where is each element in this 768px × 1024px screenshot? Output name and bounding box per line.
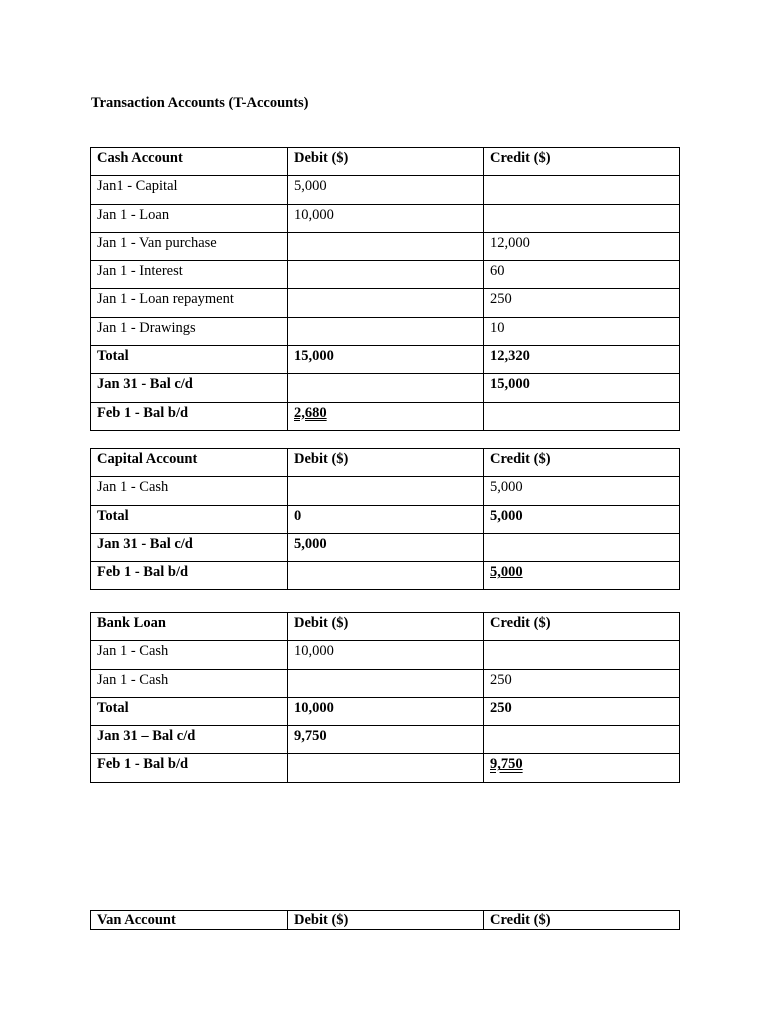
table-row (91, 317, 680, 345)
cell-credit (484, 533, 680, 561)
header-debit: Debit ($) (288, 911, 484, 930)
cell-description: Jan 1 - Cash (91, 669, 288, 697)
cell-debit: 10,000 (288, 697, 484, 725)
van-account-table (90, 910, 680, 930)
header-debit: Debit ($) (288, 449, 484, 477)
table-header-row (91, 449, 680, 477)
total-row (91, 346, 680, 374)
table-row (91, 232, 680, 260)
total-row (91, 505, 680, 533)
cash-account-table (90, 147, 680, 431)
cell-credit (484, 754, 680, 782)
cell-credit: 12,000 (484, 232, 680, 260)
cell-description: Feb 1 - Bal b/d (91, 402, 288, 430)
cell-credit: 12,320 (484, 346, 680, 374)
header-credit: Credit ($) (484, 911, 680, 930)
header-credit: Credit ($) (484, 148, 680, 176)
cell-debit: 10,000 (288, 641, 484, 669)
total-row (91, 697, 680, 725)
balance-value: 9,750 (490, 756, 523, 773)
page-title: Transaction Accounts (T-Accounts) (91, 95, 309, 111)
table-row (91, 261, 680, 289)
cell-debit (288, 317, 484, 345)
cell-description: Jan 1 - Drawings (91, 317, 288, 345)
header-debit: Debit ($) (288, 613, 484, 641)
cell-debit: 10,000 (288, 204, 484, 232)
cell-credit (484, 726, 680, 754)
cell-description: Jan 31 – Bal c/d (91, 726, 288, 754)
cell-description: Jan 31 - Bal c/d (91, 374, 288, 402)
cell-debit: 5,000 (288, 533, 484, 561)
cell-description: Total (91, 346, 288, 374)
cell-credit (484, 176, 680, 204)
header-account: Bank Loan (91, 613, 288, 641)
cell-debit: 5,000 (288, 176, 484, 204)
cell-debit (288, 477, 484, 505)
balance-bd-row (91, 562, 680, 590)
table-row (91, 204, 680, 232)
cell-description: Total (91, 505, 288, 533)
cell-credit (484, 402, 680, 430)
cell-debit (288, 669, 484, 697)
cell-credit: 250 (484, 697, 680, 725)
balance-bd-row (91, 402, 680, 430)
cell-credit (484, 562, 680, 590)
cell-description: Feb 1 - Bal b/d (91, 754, 288, 782)
cell-description: Jan1 - Capital (91, 176, 288, 204)
table-header-row (91, 148, 680, 176)
cell-debit (288, 402, 484, 430)
cell-debit (288, 261, 484, 289)
cell-debit: 15,000 (288, 346, 484, 374)
cell-description: Feb 1 - Bal b/d (91, 562, 288, 590)
header-credit: Credit ($) (484, 449, 680, 477)
table-row (91, 176, 680, 204)
cell-debit (288, 232, 484, 260)
table-header-row (91, 613, 680, 641)
cell-debit (288, 289, 484, 317)
balance-cd-row (91, 533, 680, 561)
cell-credit: 5,000 (484, 505, 680, 533)
cell-credit: 5,000 (484, 477, 680, 505)
cell-description: Total (91, 697, 288, 725)
table-header-row (91, 911, 680, 930)
balance-value: 5,000 (490, 564, 523, 581)
cell-description: Jan 1 - Cash (91, 477, 288, 505)
header-account: Van Account (91, 911, 288, 930)
cell-credit (484, 204, 680, 232)
cell-credit: 60 (484, 261, 680, 289)
cell-credit: 250 (484, 669, 680, 697)
balance-cd-row (91, 726, 680, 754)
cell-description: Jan 31 - Bal c/d (91, 533, 288, 561)
cell-description: Jan 1 - Loan (91, 204, 288, 232)
table-row (91, 641, 680, 669)
table-row (91, 669, 680, 697)
balance-bd-row (91, 754, 680, 782)
cell-credit: 250 (484, 289, 680, 317)
cell-debit: 9,750 (288, 726, 484, 754)
header-account: Cash Account (91, 148, 288, 176)
balance-cd-row (91, 374, 680, 402)
cell-debit (288, 754, 484, 782)
cell-credit: 15,000 (484, 374, 680, 402)
balance-value: 2,680 (294, 404, 327, 421)
cell-description: Jan 1 - Loan repayment (91, 289, 288, 317)
header-credit: Credit ($) (484, 613, 680, 641)
cell-credit: 10 (484, 317, 680, 345)
bank-loan-table (90, 612, 680, 783)
table-row (91, 477, 680, 505)
cell-debit (288, 562, 484, 590)
cell-debit (288, 374, 484, 402)
header-debit: Debit ($) (288, 148, 484, 176)
cell-description: Jan 1 - Interest (91, 261, 288, 289)
header-account: Capital Account (91, 449, 288, 477)
capital-account-table (90, 448, 680, 590)
cell-description: Jan 1 - Cash (91, 641, 288, 669)
table-row (91, 289, 680, 317)
cell-credit (484, 641, 680, 669)
cell-description: Jan 1 - Van purchase (91, 232, 288, 260)
cell-debit: 0 (288, 505, 484, 533)
